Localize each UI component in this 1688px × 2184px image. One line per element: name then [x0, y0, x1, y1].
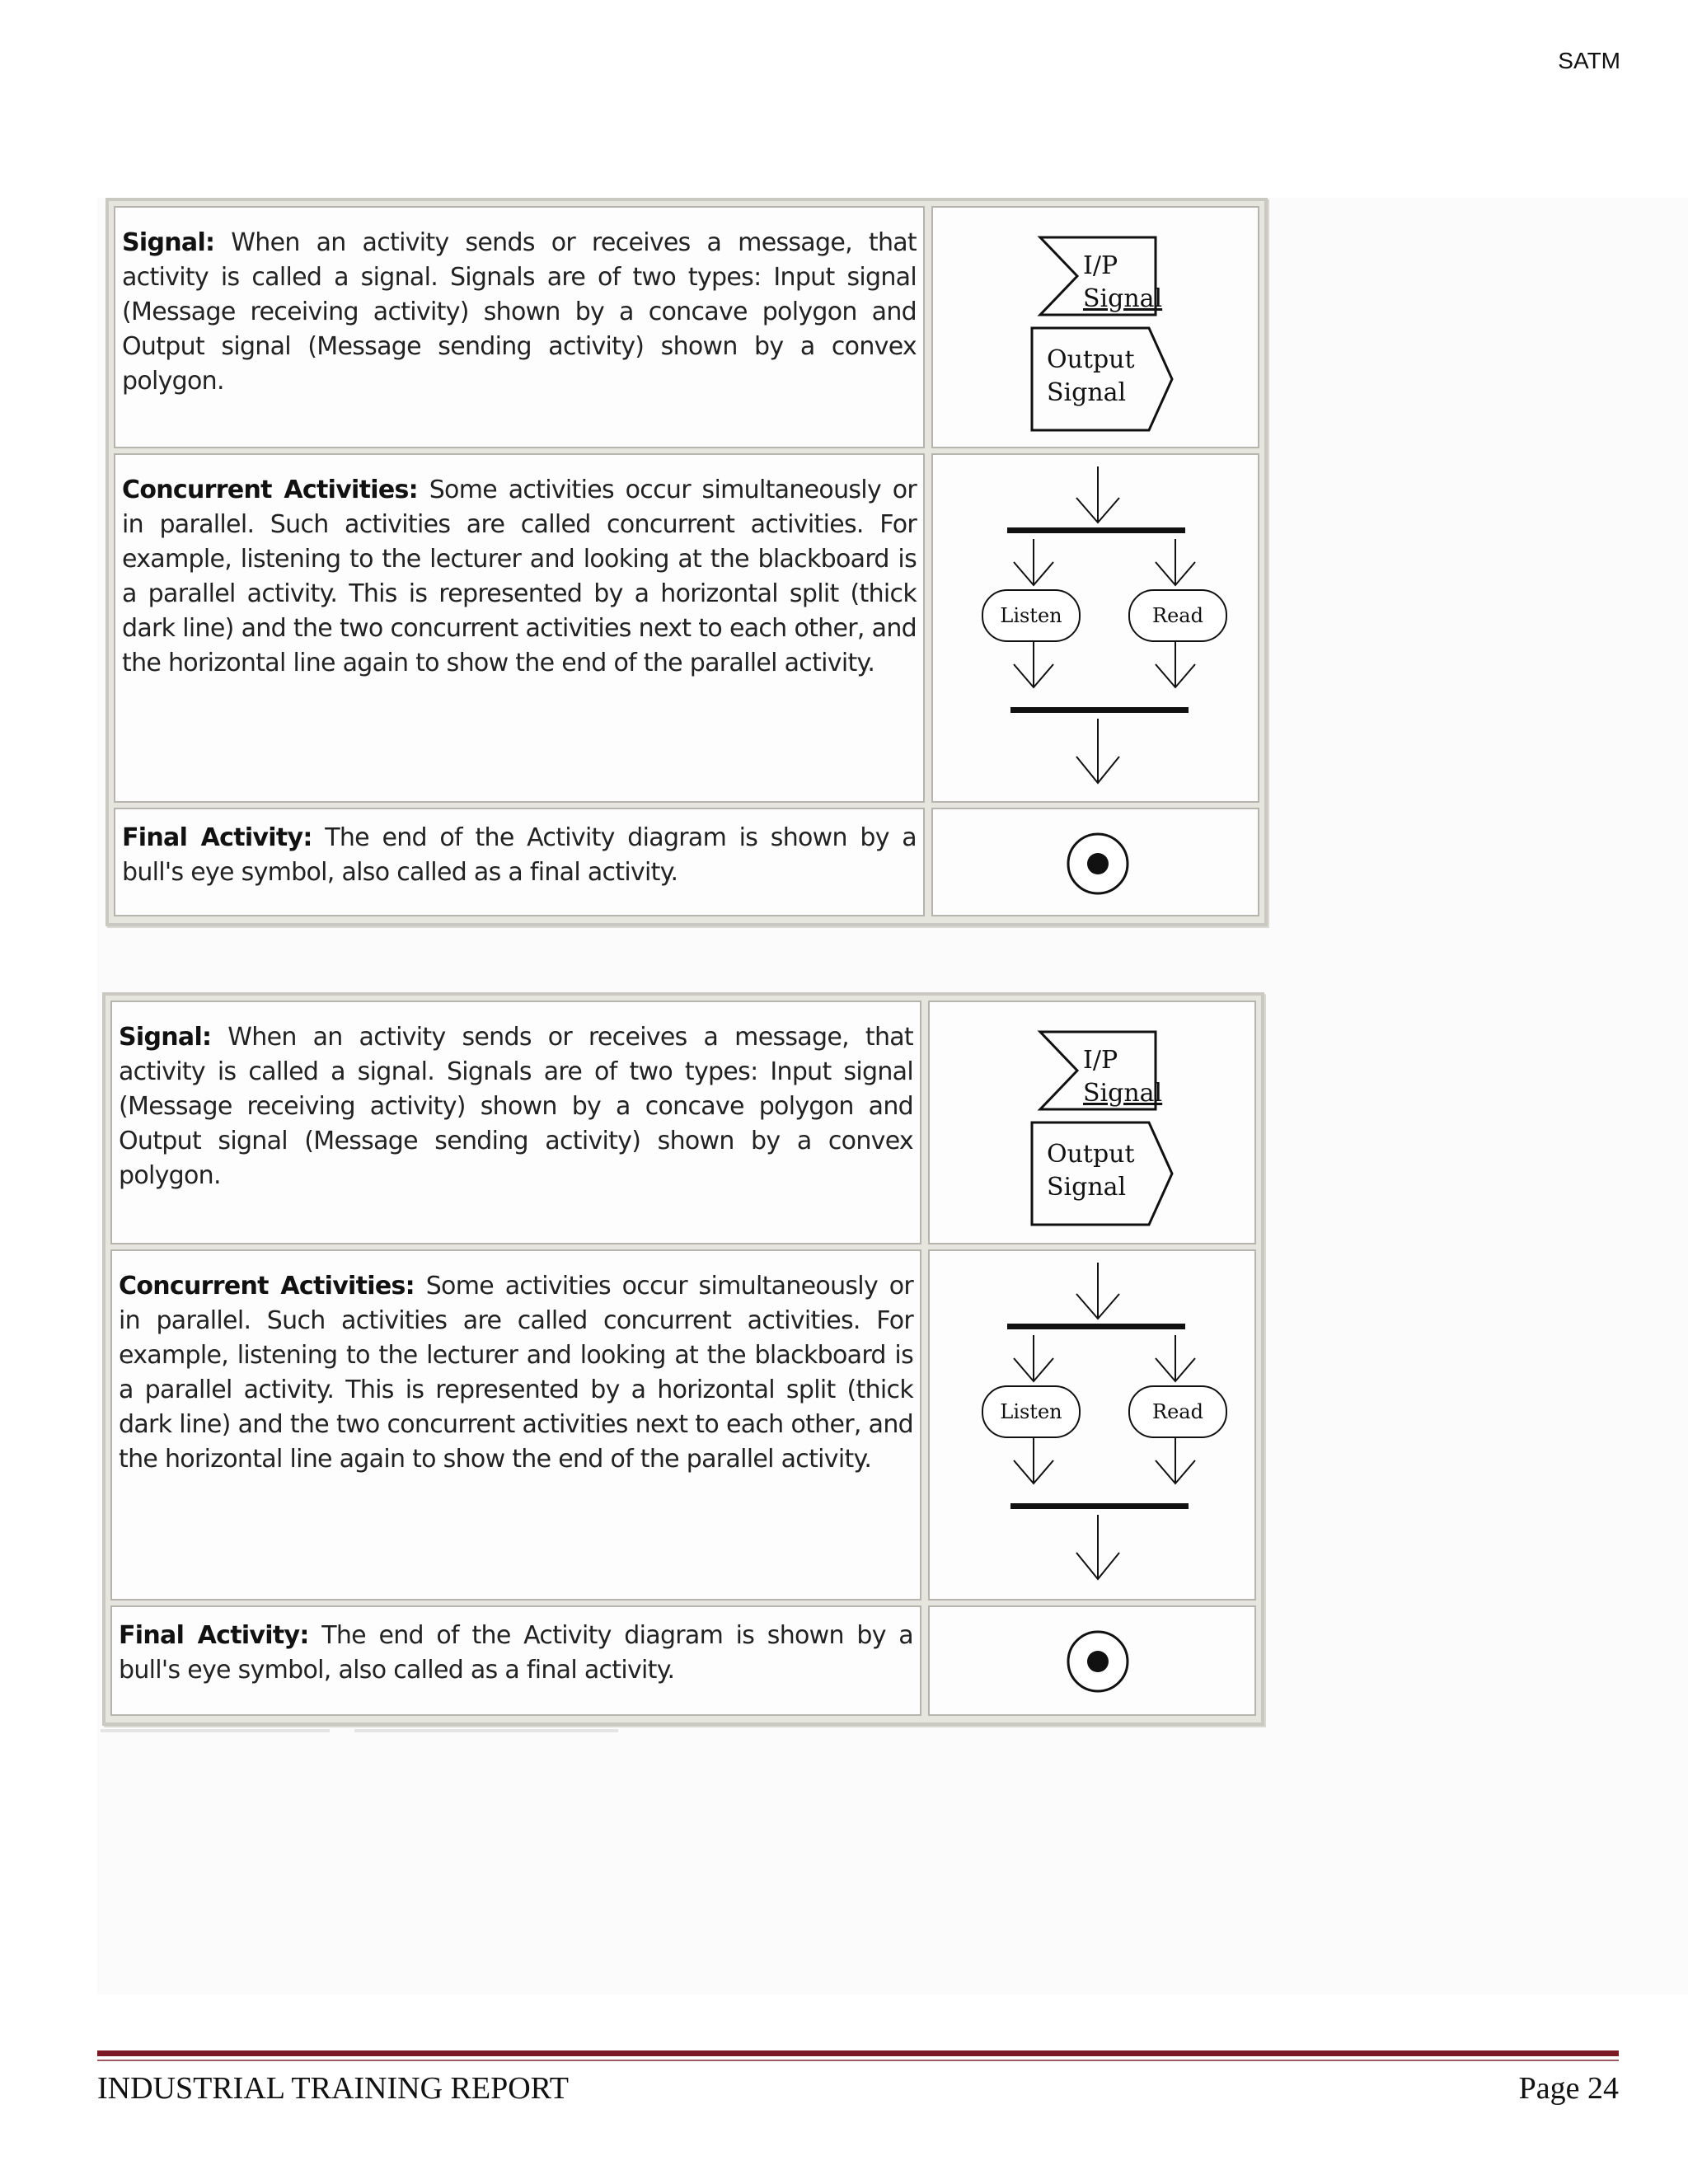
fork-bar [1007, 1324, 1185, 1329]
bullseye-icon [930, 1607, 1259, 1714]
output-signal-label-line2: Signal [1047, 378, 1127, 407]
listen-activity-node [982, 1386, 1080, 1437]
description-cell [114, 206, 925, 448]
row-text [119, 1020, 913, 1193]
table-row-concurrent-activities [110, 1249, 1256, 1601]
activity-notation-table-2 [102, 992, 1264, 1726]
row-description: When an activity sends or receives a message, that activity is called a signal. Signals are of two types: Input signal (Message receiving activity) shown by a concave polygon and Output signal (Message sending activity) shown by a convex polygon. [119, 1023, 913, 1190]
input-signal-label-line2: Signal [1083, 1079, 1163, 1108]
table-row-signal [110, 1001, 1256, 1244]
output-signal-label-line2: Signal [1047, 1173, 1127, 1202]
row-text [119, 1269, 913, 1477]
row-text [119, 1619, 913, 1688]
footer-page-number: Page 24 [1518, 2071, 1619, 2106]
figure-cell [931, 453, 1259, 803]
output-signal-label-line1: Output [1047, 345, 1135, 374]
read-label: Read [1152, 1400, 1203, 1423]
row-description: When an activity sends or receives a message, that activity is called a signal. Signals are of two types: Input signal (Message receiving activity) shown by a concave polygon and Output signal (Message sending activity) shown by a convex polygon. [122, 228, 917, 396]
join-bar [1010, 707, 1189, 713]
footer-rule-thick [97, 2050, 1619, 2056]
row-description: The end of the Activity diagram is shown by a bull's eye symbol, also called as a final activity. [122, 823, 917, 887]
input-signal-icon [1040, 237, 1162, 315]
description-cell [110, 1249, 921, 1601]
read-activity-node [1129, 1386, 1226, 1437]
description-cell [114, 453, 925, 803]
footer-rule-thin [97, 2060, 1619, 2061]
listen-label: Listen [1000, 604, 1062, 627]
figure-cell [928, 1249, 1256, 1601]
scan-artifact-left [101, 1729, 330, 1732]
read-activity-node [1129, 590, 1226, 641]
row-text [122, 473, 917, 681]
figure-cell [928, 1605, 1256, 1716]
row-description: Some activities occur simultaneously or in parallel. Such activities are called concurrent activities. For example, listening to the lecturer and looking at the blackboard is a parallel activity. This is represented by a horizontal split (thick dark line) and the two concurrent activities next to each other, and the horizontal line again to show the end of the parallel activity. [122, 476, 917, 677]
input-signal-label-line2: Signal [1083, 284, 1163, 313]
row-term: Concurrent Activities: [119, 1272, 415, 1301]
row-description: The end of the Activity diagram is shown by a bull's eye symbol, also called as a final activity. [119, 1621, 913, 1685]
read-label: Read [1152, 604, 1203, 627]
fork-bar [1007, 527, 1185, 533]
bullseye-icon [933, 809, 1263, 916]
table-row-final-activity [114, 808, 1259, 916]
output-signal-label-line1: Output [1047, 1140, 1135, 1169]
row-term: Concurrent Activities: [122, 476, 418, 504]
input-signal-label-line1: I/P [1083, 1046, 1118, 1075]
table-row-final-activity [110, 1605, 1256, 1716]
figure-cell [928, 1001, 1256, 1244]
description-cell [110, 1001, 921, 1244]
output-signal-icon [1032, 328, 1172, 430]
row-text [122, 226, 917, 399]
figure-cell [931, 206, 1259, 448]
input-signal-label-line1: I/P [1083, 251, 1118, 280]
scan-artifact-right [354, 1729, 618, 1732]
signal-figure [930, 1002, 1259, 1241]
input-signal-icon [1040, 1032, 1162, 1109]
listen-label: Listen [1000, 1400, 1062, 1423]
figure-cell [931, 808, 1259, 916]
row-term: Signal: [119, 1023, 212, 1052]
row-text [122, 821, 917, 890]
row-term: Final Activity: [119, 1621, 309, 1650]
row-term: Signal: [122, 228, 215, 257]
join-bar [1010, 1503, 1189, 1509]
concurrent-activities-figure [933, 455, 1263, 801]
table-row-concurrent-activities [114, 453, 1259, 803]
listen-activity-node [982, 590, 1080, 641]
table-row-signal [114, 206, 1259, 448]
description-cell [114, 808, 925, 916]
signal-figure [933, 208, 1263, 447]
header-tag: SATM [1558, 48, 1620, 73]
row-description: Some activities occur simultaneously or in parallel. Such activities are called concurrent activities. For example, listening to the lecturer and looking at the blackboard is a parallel activity. This is represented by a horizontal split (thick dark line) and the two concurrent activities next to each other, and the horizontal line again to show the end of the parallel activity. [119, 1272, 914, 1474]
activity-notation-table-1 [106, 198, 1268, 926]
description-cell [110, 1605, 921, 1716]
concurrent-activities-figure [930, 1251, 1259, 1597]
footer-report-title: INDUSTRIAL TRAINING REPORT [97, 2071, 569, 2106]
row-term: Final Activity: [122, 823, 312, 852]
output-signal-icon [1032, 1122, 1172, 1225]
